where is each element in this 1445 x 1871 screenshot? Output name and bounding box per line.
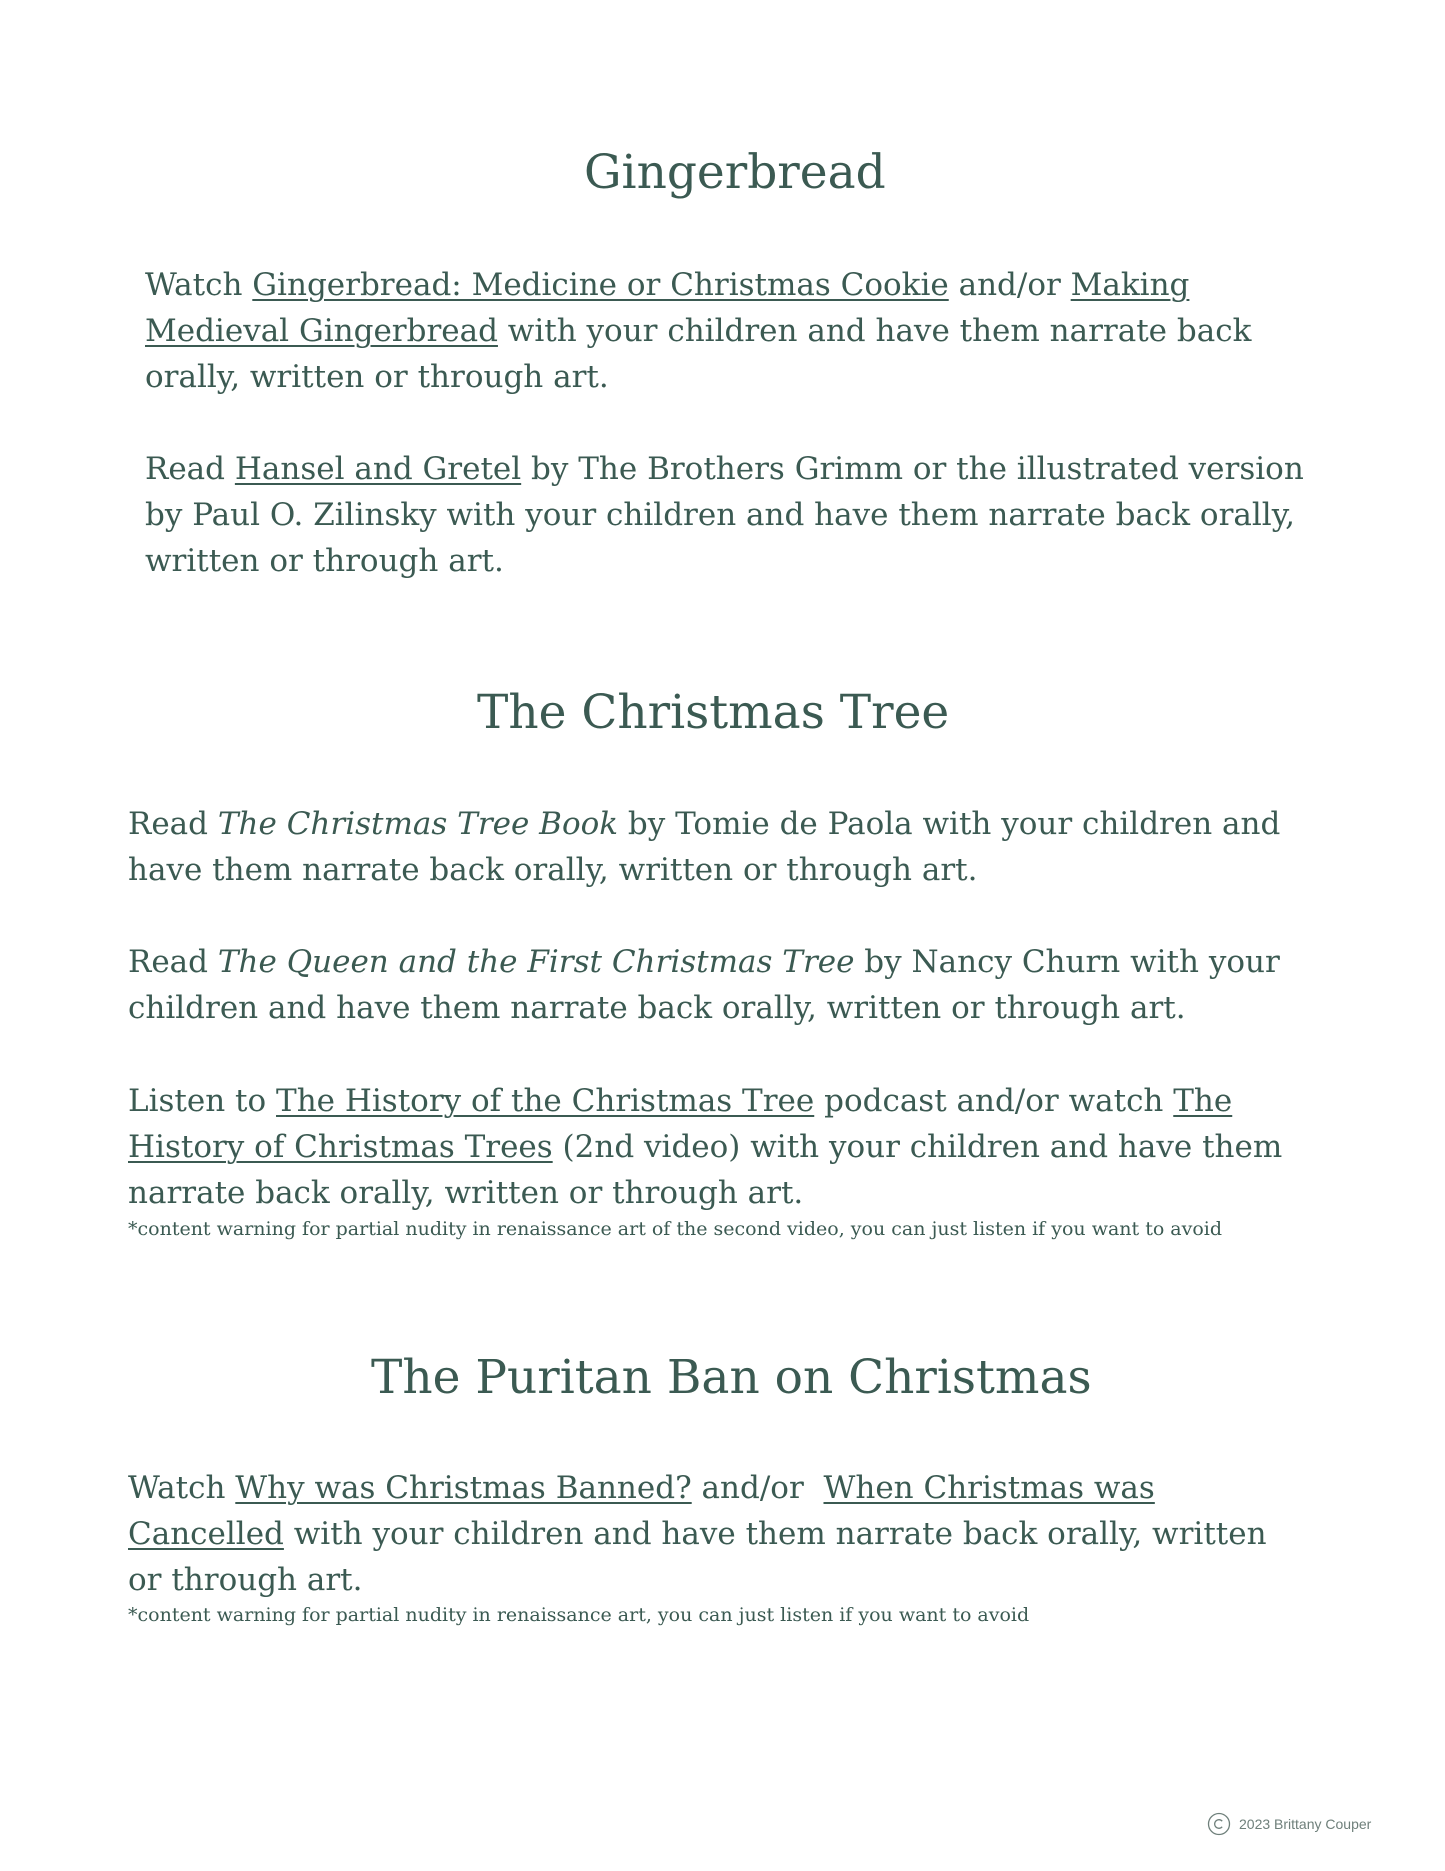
copyright-icon [1207, 1812, 1231, 1836]
text: children and have them narrate back orally, written or through art. [128, 990, 1186, 1026]
section-title-puritan-ban: The Puritan Ban on Christmas [371, 1350, 1092, 1405]
link-history-of-christmas-tree-podcast[interactable]: The History of the Christmas Tree [276, 1083, 815, 1119]
link-when-christmas-was-cancelled[interactable]: When Christmas was [823, 1470, 1155, 1506]
christmas-tree-book-paragraph [128, 801, 1328, 893]
text: and/or [948, 267, 1071, 303]
text: with your children and have them narrate back [497, 313, 1252, 349]
gingerbread-watch-paragraph [145, 262, 1335, 400]
text: podcast and/or watch [814, 1083, 1174, 1119]
text: orally, written or through art. [145, 359, 609, 395]
christmas-tree-history-paragraph [128, 1078, 1328, 1216]
text: Read [145, 451, 235, 487]
section-title-christmas-tree: The Christmas Tree [477, 685, 950, 740]
text: Listen to [128, 1083, 277, 1119]
link-gingerbread-medicine-or-cookie[interactable]: Gingerbread: Medicine or Christmas Cookie [252, 267, 949, 303]
text: have them narrate back orally, written or through art. [128, 852, 978, 888]
content-warning-note: *content warning for partial nudity in renaissance art, you can just listen if you want to avoid [128, 1604, 1030, 1626]
text: by Paul O. Zilinsky with your children and have them narrate back orally, [145, 497, 1295, 533]
link-history-of-christmas-trees-video-cont[interactable]: History of Christmas Trees [128, 1129, 553, 1165]
link-history-of-christmas-trees-video[interactable]: The [1173, 1083, 1233, 1119]
queen-first-christmas-tree-paragraph [128, 939, 1328, 1031]
text: (2nd video) with your children and have them [552, 1129, 1283, 1165]
text: written or through art. [145, 543, 504, 579]
link-hansel-and-gretel[interactable]: Hansel and Gretel [234, 451, 522, 487]
link-when-christmas-was-cancelled-cont[interactable]: Cancelled [128, 1516, 284, 1552]
text: or through art. [128, 1562, 363, 1598]
text: Watch [145, 267, 253, 303]
text: Read [128, 806, 218, 842]
book-title: The Queen and the First Christmas Tree [217, 944, 855, 980]
copyright-footer [1207, 1812, 1371, 1836]
link-making-medieval-gingerbread-cont[interactable]: Medieval Gingerbread [145, 313, 498, 349]
text: Watch [128, 1470, 236, 1506]
text: by Tomie de Paola with your children and [618, 806, 1281, 842]
link-why-was-christmas-banned[interactable]: Why was Christmas Banned? [235, 1470, 692, 1506]
copyright-text: 2023 Brittany Couper [1239, 1816, 1372, 1832]
puritan-watch-paragraph [128, 1465, 1328, 1603]
text: by Nancy Churn with your [854, 944, 1280, 980]
text: narrate back orally, written or through art. [128, 1175, 804, 1211]
text: and/or [691, 1470, 824, 1506]
gingerbread-read-paragraph [145, 446, 1335, 584]
text: by The Brothers Grimm or the illustrated version [521, 451, 1304, 487]
section-title-gingerbread: Gingerbread [584, 145, 886, 200]
text: Read [128, 944, 218, 980]
content-warning-note: *content warning for partial nudity in renaissance art of the second video, you can just listen if you want to avoid [128, 1218, 1223, 1240]
text: with your children and have them narrate back orally, written [283, 1516, 1267, 1552]
book-title: The Christmas Tree Book [217, 806, 619, 842]
link-making-medieval-gingerbread[interactable]: Making [1070, 267, 1190, 303]
